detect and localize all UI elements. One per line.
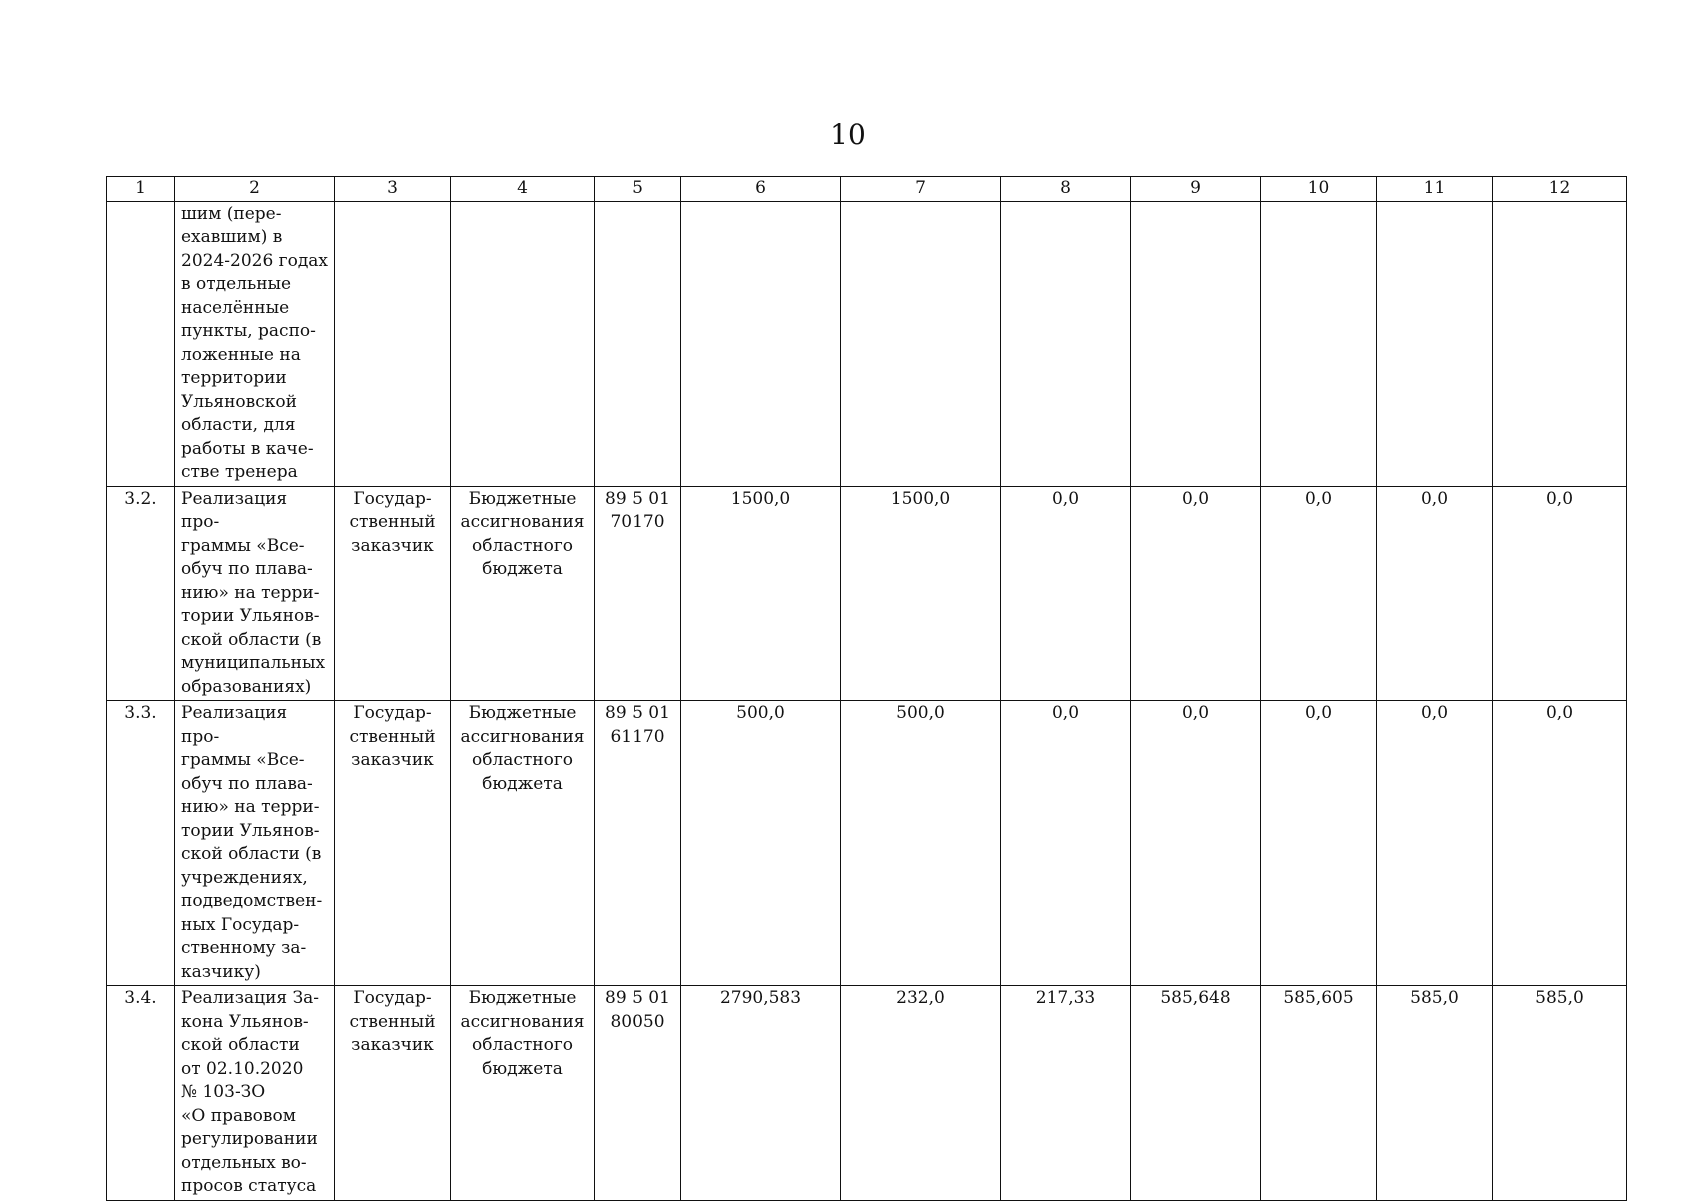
budget-code-cell-line: 89 5 01	[605, 988, 670, 1008]
activity-name-cell	[175, 486, 335, 701]
activity-name-cell-line: просов статуса	[181, 1176, 317, 1196]
activity-name-cell-line: Реализация За-	[181, 988, 320, 1008]
activity-name-cell-line: тории Ульянов-	[181, 820, 320, 841]
activity-name-cell-line: 2024-2026 годах	[181, 250, 329, 271]
activity-name-cell-line: области, для	[181, 415, 296, 435]
activity-name-cell-line: в отдельные	[181, 274, 292, 294]
customer-cell-line: заказчик	[351, 1035, 434, 1055]
value-cell-col-10: 0,0	[1261, 486, 1377, 701]
funding-source-cell-line: ассигнования	[460, 1011, 585, 1032]
value-cell-col-9: 0,0	[1131, 701, 1261, 986]
funding-source-cell-line: бюджета	[482, 1058, 563, 1079]
activity-name-cell-line: нию» на терри-	[181, 582, 320, 603]
header-row	[107, 177, 1627, 202]
value-cell-col-10: 585,605	[1261, 986, 1377, 1201]
row-number-cell	[107, 201, 175, 486]
row-number-cell: 3.3.	[107, 701, 175, 986]
value-cell-col-6: 500,0	[681, 701, 841, 986]
activity-name-cell-line: подведомствен-	[181, 891, 323, 911]
header-cell: 12	[1493, 177, 1627, 202]
customer-cell-line: Государ-	[353, 703, 432, 723]
activity-name-cell-line: Реализация про-	[181, 703, 288, 747]
value-cell-col-8	[1001, 201, 1131, 486]
value-cell-col-9: 585,648	[1131, 986, 1261, 1201]
header-cell: 11	[1377, 177, 1493, 202]
activity-name-cell-line: ных Государ-	[181, 914, 300, 935]
activity-name-cell-line: территории	[181, 368, 287, 388]
customer-cell	[335, 486, 451, 701]
activity-name-cell-line: ской области (в	[181, 629, 322, 650]
activity-name-cell-line: шим (пере-	[181, 203, 282, 224]
value-cell-col-8: 217,33	[1001, 986, 1131, 1201]
activity-name-cell-line: стве тренера	[181, 462, 298, 482]
activity-name-cell-line: учреждениях,	[181, 867, 308, 888]
activity-name-cell	[175, 201, 335, 486]
funding-source-cell	[451, 486, 595, 701]
budget-code-cell-line: 61170	[610, 726, 665, 747]
budget-code-cell-line: 89 5 01	[605, 488, 670, 509]
funding-source-cell-line: бюджета	[482, 559, 563, 579]
activity-name-cell-line: граммы «Все-	[181, 750, 305, 770]
activity-name-cell-line: населённые	[181, 297, 290, 318]
customer-cell-line: ственный	[349, 726, 436, 747]
activity-name-cell-line: нию» на терри-	[181, 797, 320, 817]
activity-name-cell-line: муниципальных	[181, 653, 326, 673]
funding-source-cell-line: областного	[471, 535, 574, 556]
funding-source-cell	[451, 986, 595, 1201]
table-row	[107, 486, 1627, 701]
activity-name-cell	[175, 986, 335, 1201]
value-cell-col-11: 585,0	[1377, 986, 1493, 1201]
funding-source-cell	[451, 701, 595, 986]
funding-source-cell-line: Бюджетные	[468, 703, 577, 723]
row-number-cell: 3.4.	[107, 986, 175, 1201]
budget-code-cell	[595, 986, 681, 1201]
customer-cell-line: ственный	[349, 1011, 436, 1032]
activity-name-cell-line: регулировании	[181, 1129, 318, 1149]
funding-source-cell-line: Бюджетные	[468, 488, 577, 509]
activity-name-cell-line: ехавшим) в	[181, 227, 283, 247]
activity-name-cell-line: Ульяновской	[181, 391, 297, 412]
budget-code-cell	[595, 486, 681, 701]
value-cell-col-11	[1377, 201, 1493, 486]
value-cell-col-9	[1131, 201, 1261, 486]
activity-name-cell-line: обуч по плава-	[181, 559, 313, 579]
activity-name-cell-line: ской области (в	[181, 844, 322, 864]
value-cell-col-11: 0,0	[1377, 701, 1493, 986]
value-cell-col-12: 585,0	[1493, 986, 1627, 1201]
activity-name-cell-line: обуч по плава-	[181, 773, 313, 794]
value-cell-col-7: 1500,0	[841, 486, 1001, 701]
table-row	[107, 701, 1627, 986]
value-cell-col-12	[1493, 201, 1627, 486]
activity-name-cell	[175, 701, 335, 986]
funding-source-cell-line: ассигнования	[460, 726, 585, 747]
header-cell: 3	[335, 177, 451, 202]
budget-code-cell-line: 80050	[610, 1011, 665, 1032]
funding-source-cell-line: областного	[471, 1035, 574, 1055]
activity-name-cell-line: отдельных во-	[181, 1152, 307, 1173]
activity-name-cell-line: кона Ульянов-	[181, 1011, 309, 1032]
customer-cell	[335, 986, 451, 1201]
funding-source-cell-line: бюджета	[482, 773, 563, 794]
funding-source-cell-line: ассигнования	[460, 512, 585, 532]
value-cell-col-10	[1261, 201, 1377, 486]
page-number: 10	[830, 118, 866, 151]
budget-code-cell-line: 89 5 01	[605, 703, 670, 723]
value-cell-col-7	[841, 201, 1001, 486]
activity-name-cell-line: казчику)	[181, 961, 261, 982]
header-cell: 1	[107, 177, 175, 202]
value-cell-col-12: 0,0	[1493, 486, 1627, 701]
budget-code-cell-line: 70170	[610, 512, 665, 532]
activity-name-cell-line: работы в каче-	[181, 438, 314, 459]
customer-cell	[335, 201, 451, 486]
activity-name-cell-line: «О правовом	[181, 1105, 296, 1126]
value-cell-col-8: 0,0	[1001, 701, 1131, 986]
header-cell: 2	[175, 177, 335, 202]
customer-cell	[335, 701, 451, 986]
header-cell: 10	[1261, 177, 1377, 202]
activity-name-cell-line: ложенные на	[181, 344, 301, 365]
header-cell: 5	[595, 177, 681, 202]
value-cell-col-9: 0,0	[1131, 486, 1261, 701]
activity-name-cell-line: тории Ульянов-	[181, 606, 320, 626]
value-cell-col-7: 500,0	[841, 701, 1001, 986]
customer-cell-line: ственный	[349, 512, 436, 532]
value-cell-col-7: 232,0	[841, 986, 1001, 1201]
budget-code-cell	[595, 201, 681, 486]
activity-name-cell-line: пункты, распо-	[181, 321, 316, 341]
activity-name-cell-line: граммы «Все-	[181, 535, 305, 556]
activity-name-cell-line: образованиях)	[181, 676, 312, 697]
activity-name-cell-line: ственному за-	[181, 938, 307, 958]
value-cell-col-8: 0,0	[1001, 486, 1131, 701]
header-cell: 6	[681, 177, 841, 202]
header-cell: 4	[451, 177, 595, 202]
funding-source-cell-line: Бюджетные	[468, 988, 577, 1008]
row-number-cell: 3.2.	[107, 486, 175, 701]
header-cell: 7	[841, 177, 1001, 202]
funding-source-cell	[451, 201, 595, 486]
table-row	[107, 986, 1627, 1201]
funding-source-cell-line: областного	[471, 750, 574, 770]
value-cell-col-10: 0,0	[1261, 701, 1377, 986]
header-cell: 8	[1001, 177, 1131, 202]
activity-name-cell-line: ской области	[181, 1035, 300, 1055]
customer-cell-line: Государ-	[353, 988, 432, 1008]
budget-table	[106, 176, 1627, 1201]
value-cell-col-6	[681, 201, 841, 486]
value-cell-col-11: 0,0	[1377, 486, 1493, 701]
activity-name-cell-line: от 02.10.2020	[181, 1058, 304, 1079]
activity-name-cell-line: № 103-ЗО	[181, 1082, 266, 1102]
budget-code-cell	[595, 701, 681, 986]
value-cell-col-6: 1500,0	[681, 486, 841, 701]
customer-cell-line: заказчик	[351, 750, 434, 770]
customer-cell-line: заказчик	[351, 535, 434, 556]
table-row	[107, 201, 1627, 486]
activity-name-cell-line: Реализация про-	[181, 488, 288, 532]
value-cell-col-12: 0,0	[1493, 701, 1627, 986]
customer-cell-line: Государ-	[353, 488, 432, 509]
value-cell-col-6: 2790,583	[681, 986, 841, 1201]
header-cell: 9	[1131, 177, 1261, 202]
